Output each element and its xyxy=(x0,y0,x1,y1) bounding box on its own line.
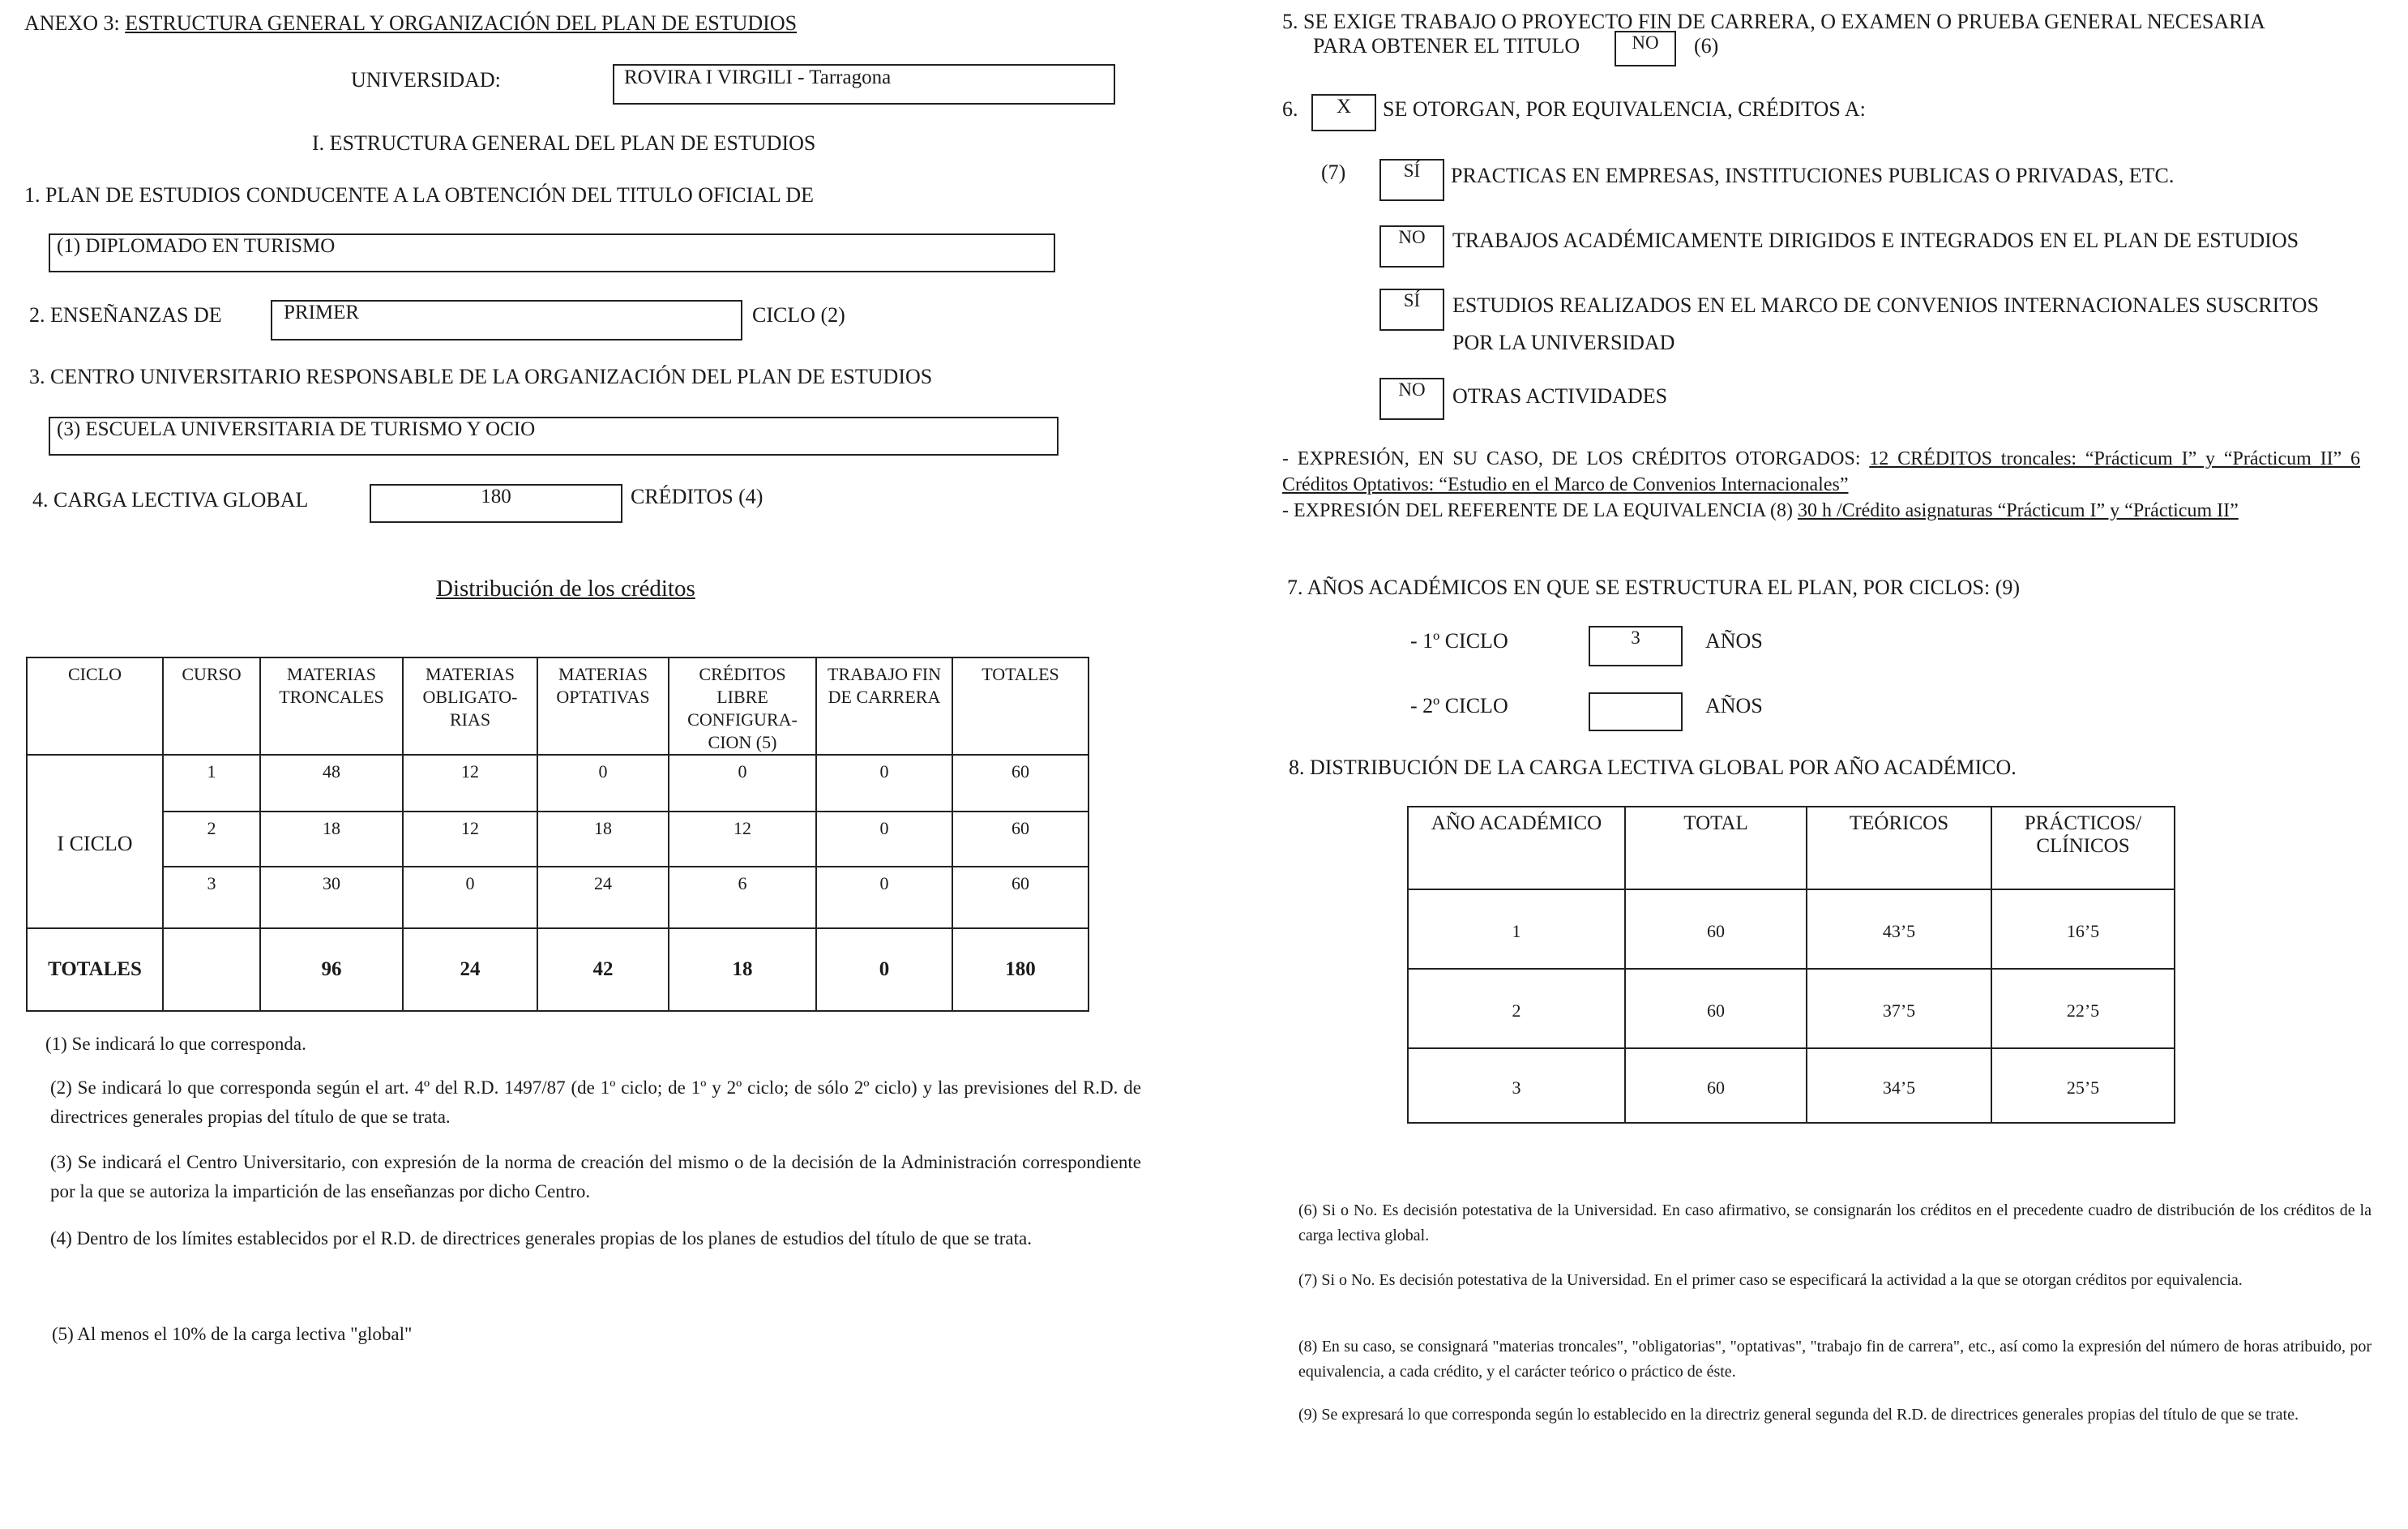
cell-trabajo: 0 xyxy=(816,867,952,928)
expr2-label: - EXPRESIÓN DEL REFERENTE DE LA EQUIVALENCIA (8) xyxy=(1282,500,1793,521)
equiv-2-value: NO xyxy=(1398,227,1426,247)
note-2: (2) Se indicará lo que corresponda según el art. 4º del R.D. 1497/87 (de 1º ciclo; de 1º y 2º ciclo; de sólo 2º ciclo) y las previsiones del R.D. de directrices generales propias del título de que se trata. xyxy=(50,1077,1141,1127)
cell-optativas: 18 xyxy=(537,812,669,867)
q5-note: (6) xyxy=(1694,34,1719,58)
q1-value: (1) DIPLOMADO EN TURISMO xyxy=(57,235,336,257)
cell-obligatorias: 0 xyxy=(403,867,537,928)
cell-total: 60 xyxy=(952,755,1089,812)
note-4: (4) Dentro de los límites establecidos por el R.D. de directrices generales propias de los planes de estudios del título de que se trata. xyxy=(50,1228,1032,1248)
note-3: (3) Se indicará el Centro Universitario, con expresión de la norma de creación del mismo o de la decisión de la Administración correspondiente por la que se autoriza la impartición de las enseñanzas por dicho Centro. xyxy=(50,1152,1141,1201)
header-totales: TOTALES xyxy=(952,657,1089,755)
note-9: (9) Se expresará lo que corresponda según lo establecido en la directriz general segunda del R.D. de directrices generales propias del título de que se trate. xyxy=(1298,1406,2299,1424)
equiv-3-text: ESTUDIOS REALIZADOS EN EL MARCO DE CONVENIOS INTERNACIONALES SUSCRITOS xyxy=(1452,293,2319,317)
cell-curso: 1 xyxy=(163,755,260,812)
header-optativas: MATERIAS OPTATIVAS xyxy=(537,657,669,755)
header-total: TOTAL xyxy=(1625,807,1807,889)
annex-heading xyxy=(24,11,797,36)
cycle2-field xyxy=(1589,692,1683,731)
cycle1-value: 3 xyxy=(1631,627,1640,648)
cell-libre: 6 xyxy=(669,867,816,928)
cell-obligatorias: 12 xyxy=(403,812,537,867)
equiv-3-text-cont: POR LA UNIVERSIDAD xyxy=(1452,331,1675,354)
note-1: (1) Se indicará lo que corresponda. xyxy=(45,1034,306,1054)
cycle-label: I CICLO xyxy=(27,755,163,928)
equiv-1-value: SÍ xyxy=(1403,161,1421,181)
equiv-1-field xyxy=(1379,159,1444,201)
annex-prefix: ANEXO 3: xyxy=(24,11,120,35)
header-troncales: MATERIAS TRONCALES xyxy=(260,657,403,755)
equiv-3-field xyxy=(1379,289,1444,331)
note-6: (6) Si o No. Es decisión potestativa de la Universidad. En caso afirmativo, se consignarán los créditos en el precedente cuadro de distribución de los créditos de la carga lectiva global. xyxy=(1298,1201,2372,1244)
cell-optativas: 0 xyxy=(537,755,669,812)
cell-curso: 3 xyxy=(163,867,260,928)
cell-curso-empty xyxy=(163,928,260,1011)
cell-practicos: 16’5 xyxy=(1991,889,2175,969)
note-7: (7) Si o No. Es decisión potestativa de la Universidad. En el primer caso se especificará la actividad a la que se otorgan créditos por equivalencia. xyxy=(1298,1271,2243,1289)
load-header-row xyxy=(1408,807,2175,889)
cell-total: 60 xyxy=(952,867,1089,928)
section-title: I. ESTRUCTURA GENERAL DEL PLAN DE ESTUDIOS xyxy=(312,131,816,155)
total-obligatorias: 24 xyxy=(403,928,537,1011)
header-curso: CURSO xyxy=(163,657,260,755)
note-5: (5) Al menos el 10% de la carga lectiva "global" xyxy=(52,1324,413,1344)
cell-teoricos: 43’5 xyxy=(1807,889,1991,969)
cycle2-label: - 2º CICLO xyxy=(1410,694,1508,717)
expr1-value: 12 CRÉDITOS troncales: “Prácticum I” y “Prácticum II” 6 Créditos Optativos: “Estudio en el Marco de Convenios Internacionales” xyxy=(1282,448,2360,495)
header-teoricos: TEÓRICOS xyxy=(1807,807,1991,889)
table-row xyxy=(27,812,1089,867)
cell-troncales: 48 xyxy=(260,755,403,812)
q4-suffix: CRÉDITOS (4) xyxy=(631,485,763,508)
cell-year: 1 xyxy=(1408,889,1625,969)
cell-practicos: 22’5 xyxy=(1991,969,2175,1048)
expr2-value: 30 h /Crédito asignaturas “Prácticum I” y “Prácticum II” xyxy=(1797,500,2239,521)
equiv-2-field xyxy=(1379,225,1444,268)
q2-suffix: CICLO (2) xyxy=(752,303,845,327)
note-8: (8) En su caso, se consignará "materias troncales", "obligatorias", "optativas", "trabajo fin de carrera", etc., así como la expresión del número de horas atribuido, por equivalencia, a cada crédito, y el carácter teórico o práctico de éste. xyxy=(1298,1338,2372,1381)
total-trabajo: 0 xyxy=(816,928,952,1011)
equiv-1-text: PRACTICAS EN EMPRESAS, INSTITUCIONES PUBLICAS O PRIVADAS, ETC. xyxy=(1451,164,2175,187)
expr1-label: - EXPRESIÓN, EN SU CASO, DE LOS CRÉDITOS OTORGADOS: xyxy=(1282,448,1861,469)
cell-year: 3 xyxy=(1408,1048,1625,1123)
q8-label: 8. DISTRIBUCIÓN DE LA CARGA LECTIVA GLOBAL POR AÑO ACADÉMICO. xyxy=(1289,756,2017,779)
totals-row xyxy=(27,928,1089,1011)
q5-field xyxy=(1615,31,1676,66)
equiv-4-field xyxy=(1379,378,1444,420)
total-global: 180 xyxy=(952,928,1089,1011)
cell-libre: 12 xyxy=(669,812,816,867)
equiv-4-text: OTRAS ACTIVIDADES xyxy=(1452,384,1668,408)
q2-value: PRIMER xyxy=(284,302,360,323)
credits-table xyxy=(26,657,1089,1012)
q4-value: 180 xyxy=(481,486,511,508)
q6-label: 6. xyxy=(1282,97,1298,121)
q5-line1: 5. SE EXIGE TRABAJO O PROYECTO FIN DE CARRERA, O EXAMEN O PRUEBA GENERAL NECESARIA xyxy=(1282,10,2265,33)
cell-troncales: 30 xyxy=(260,867,403,928)
university-value: ROVIRA I VIRGILI - Tarragona xyxy=(624,66,892,88)
cell-obligatorias: 12 xyxy=(403,755,537,812)
equiv-3-value: SÍ xyxy=(1403,290,1421,311)
load-table xyxy=(1407,806,2175,1124)
table-row xyxy=(27,755,1089,812)
cell-teoricos: 34’5 xyxy=(1807,1048,1991,1123)
q1-label: 1. PLAN DE ESTUDIOS CONDUCENTE A LA OBTENCIÓN DEL TITULO OFICIAL DE xyxy=(24,183,814,207)
distribution-title: Distribución de los créditos xyxy=(436,576,695,602)
header-libre-configuracion: CRÉDITOS LIBRE CONFIGURA-CION (5) xyxy=(669,657,816,755)
q3-value: (3) ESCUELA UNIVERSITARIA DE TURISMO Y OCIO xyxy=(57,418,536,440)
cell-total: 60 xyxy=(1625,889,1807,969)
table-row xyxy=(1408,969,2175,1048)
header-ciclo: CICLO xyxy=(27,657,163,755)
q2-label: 2. ENSEÑANZAS DE xyxy=(29,303,222,327)
cell-total: 60 xyxy=(1625,969,1807,1048)
equiv-2-text: TRABAJOS ACADÉMICAMENTE DIRIGIDOS E INTEGRADOS EN EL PLAN DE ESTUDIOS xyxy=(1452,229,2299,252)
total-libre: 18 xyxy=(669,928,816,1011)
cell-teoricos: 37’5 xyxy=(1807,969,1991,1048)
totals-label: TOTALES xyxy=(27,928,163,1011)
q3-label: 3. CENTRO UNIVERSITARIO RESPONSABLE DE LA ORGANIZACIÓN DEL PLAN DE ESTUDIOS xyxy=(29,365,933,388)
cell-total: 60 xyxy=(952,812,1089,867)
annex-title: ESTRUCTURA GENERAL Y ORGANIZACIÓN DEL PLAN DE ESTUDIOS xyxy=(125,11,798,35)
q6-note: (7) xyxy=(1321,161,1346,184)
q4-label: 4. CARGA LECTIVA GLOBAL xyxy=(32,488,309,512)
cell-curso: 2 xyxy=(163,812,260,867)
table-row xyxy=(27,867,1089,928)
cell-libre: 0 xyxy=(669,755,816,812)
cell-optativas: 24 xyxy=(537,867,669,928)
total-troncales: 96 xyxy=(260,928,403,1011)
equiv-4-value: NO xyxy=(1398,379,1426,400)
cycle1-years: AÑOS xyxy=(1705,629,1763,653)
cell-year: 2 xyxy=(1408,969,1625,1048)
table-row xyxy=(1408,889,2175,969)
q6-checkbox xyxy=(1311,94,1376,131)
cycle2-years: AÑOS xyxy=(1705,694,1763,717)
cell-total: 60 xyxy=(1625,1048,1807,1123)
q6-text: SE OTORGAN, POR EQUIVALENCIA, CRÉDITOS A: xyxy=(1383,97,1866,121)
header-obligatorias: MATERIAS OBLIGATO-RIAS xyxy=(403,657,537,755)
university-label: UNIVERSIDAD: xyxy=(351,68,501,92)
q6-check-mark: X xyxy=(1336,96,1352,118)
header-ano-academico: AÑO ACADÉMICO xyxy=(1408,807,1625,889)
header-practicos: PRÁCTICOS/ CLÍNICOS xyxy=(1991,807,2175,889)
header-trabajo-fin-carrera: TRABAJO FIN DE CARRERA xyxy=(816,657,952,755)
cell-troncales: 18 xyxy=(260,812,403,867)
cell-trabajo: 0 xyxy=(816,755,952,812)
q7-label: 7. AÑOS ACADÉMICOS EN QUE SE ESTRUCTURA EL PLAN, POR CICLOS: (9) xyxy=(1287,576,2021,599)
table-row xyxy=(1408,1048,2175,1123)
cell-practicos: 25’5 xyxy=(1991,1048,2175,1123)
cycle1-label: - 1º CICLO xyxy=(1410,629,1508,653)
q5-line2: PARA OBTENER EL TITULO xyxy=(1313,34,1580,58)
cycle1-field xyxy=(1589,626,1683,666)
credits-header-row xyxy=(27,657,1089,755)
credits-expression xyxy=(1282,446,2360,524)
cell-trabajo: 0 xyxy=(816,812,952,867)
total-optativas: 42 xyxy=(537,928,669,1011)
q5-value: NO xyxy=(1632,32,1659,53)
